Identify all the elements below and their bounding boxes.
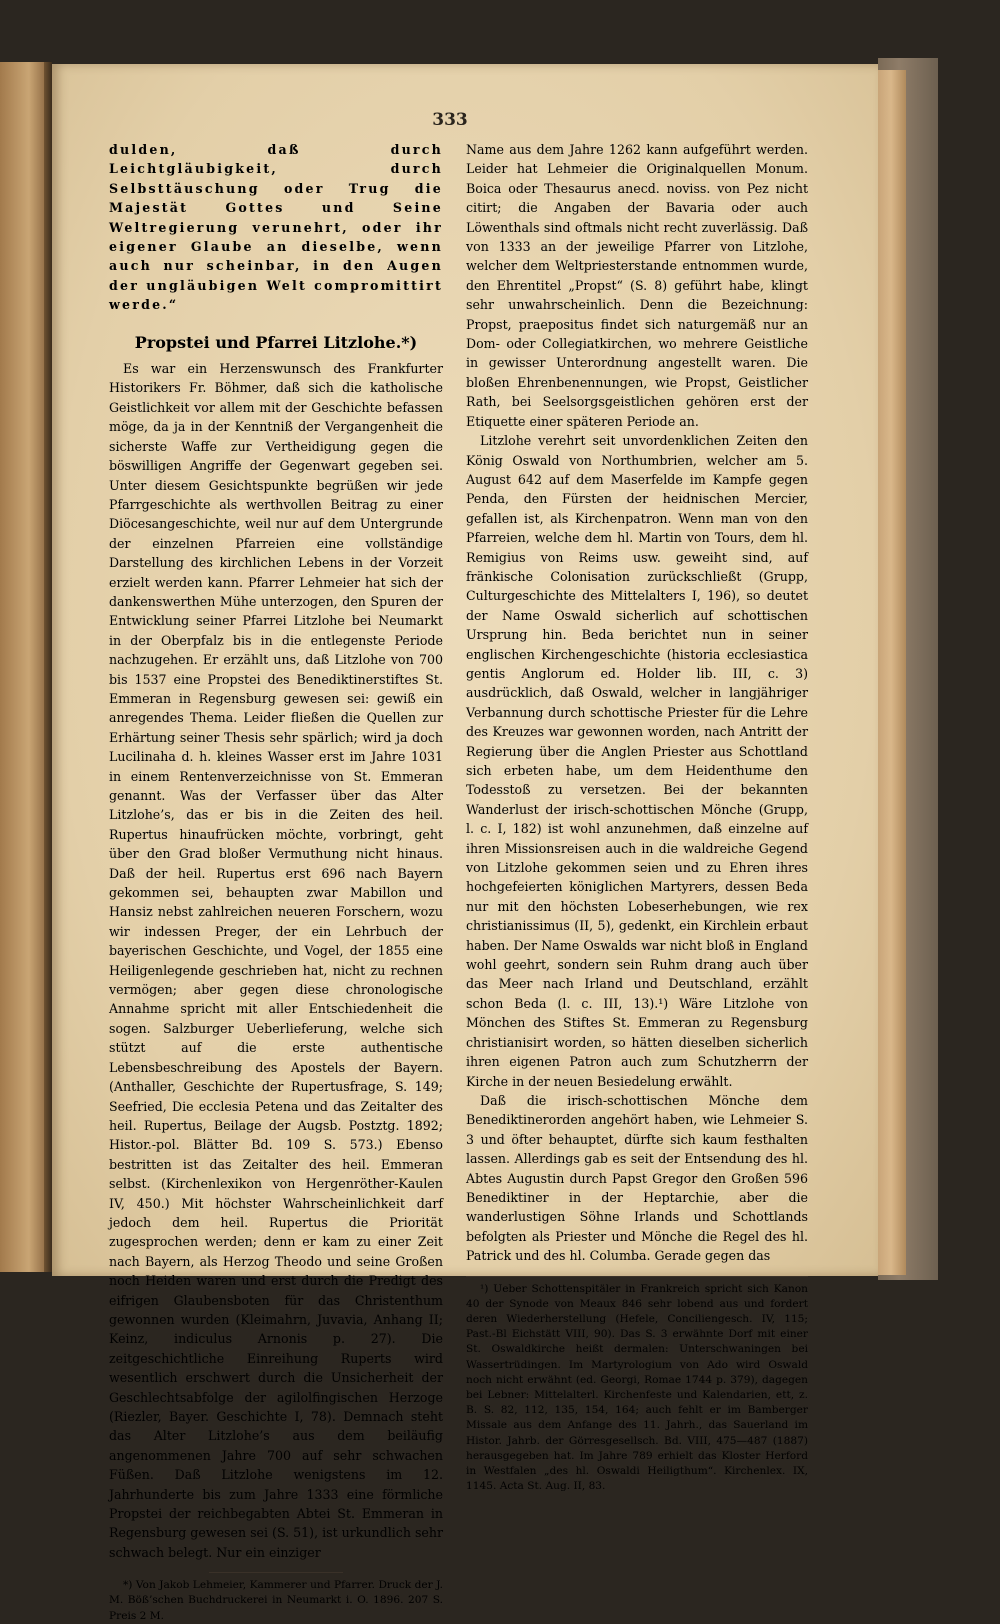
left-paragraph: Es war ein Herzenswunsch des Frankfurter Historikers Fr. Böhmer, daß sich die katholische Geistlichkeit vor allem mit der Geschichte befassen möge, da ja in der Kenntniß der Vergangenheit die sicherste Waffe zur Vertheidigung gegen die böswilligen Angriffe der Gegenwart gegeben sei. Unter diesem Gesichtspunkte begrüßen wir jede Pfarrgeschichte als werthvollen Beitrag zu einer Diöcesangeschichte, weil nur auf dem Untergrunde der einzelnen Pfarreien eine vollständige Darstellung des kirchlichen Lebens in der Vorzeit erzielt werden kann. Pfarrer Lehmeier hat sich der dankenswerthen Mühe unterzogen, den Spuren der Entwicklung seiner Pfarrei Litzlohe bei Neumarkt in der Oberpfalz bis in die entlegenste Periode nachzugehen. Er erzählt uns, daß Litzlohe von 700 bis 1537 eine Propstei des Benediktinerstiftes St. Emmeran in Regensburg gewesen sei: gewiß ein anregendes Thema. Leider fließen die Quellen zur Erhärtung seiner Thesis sehr spärlich; wird ja doch Lucilinaha d. h. kleines Wasser erst im Jahre 1031 in einem Rentenverzeichnisse von St. Emmeran genannt. Was der Verfasser über das Alter Litzlohe’s, das er bis in die Zeiten des heil. Rupertus hinaufrücken möchte, vorbringt, geht über den Grad bloßer Vermuthung nicht hinaus. Daß der heil. Rupertus erst 696 nach Bayern gekommen sei, behaupten zwar Mabillon und Hansiz nebst zahlreichen neueren Forschern, wozu wir indessen Preger, der ein Lehrbuch der bayerischen Geschichte, und Vogel, der 1855 eine Heiligenlegende geschrieben hat, nicht zu rechnen vermögen; aber gegen diese chronologische Annahme spricht mit aller Entschiedenheit die sogen. Salzburger Ueberlieferung, welche sich stützt auf die erste authentische Lebensbeschreibung des Apostels der Bayern. (Anthaller, Geschichte der Rupertusfrage, S. 149; Seefried, Die ecclesia Petena und das Zeitalter des heil. Rupertus, Beilage der Augsb. Postztg. 1892; Histor.-pol. Blätter Bd. 109 S. 573.) Ebenso bestritten ist das Zeitalter des heil. Emmeran selbst. (Kirchenlexikon von Hergenröther-Kaulen IV, 450.) Mit höchster Wahrscheinlichkeit darf jedoch dem heil. Rupertus die Priorität zugesprochen werden; denn er kam zu einer Zeit nach Bayern, als Herzog Theodo und seine Großen noch Heiden waren und erst durch die Predigt des eifrigen Glaubensboten für das Christenthum gewonnen wurden (Kleimahrn, Juvavia, Anhang II; Keinz, indiculus Arnonis p. 27). Die zeitgeschichtliche Einreihung Ruperts wird wesentlich erschwert durch die Unsicherheit der Geschlechtsabfolge der agilolfingischen Herzoge (Riezler, Bayer. Geschichte I, 78). Demnach steht das Alter Litzlohe’s aus dem beiläufig angenommenen Jahre 700 auf sehr schwachen Füßen. Daß Litzlohe wenigstens im 12. Jahrhunderte bis zum Jahre 1333 eine förmliche Propstei der reichbegabten Abtei St. Emmeran in Regensburg gewesen sei (S. 51), ist urkundlich sehr schwach belegt. Nur ein einziger (109, 361, 443, 1560)
page-stack-edge (876, 70, 906, 1275)
left-column (109, 140, 443, 1624)
right-paragraph-2: Litzlohe verehrt seit unvordenklichen Zeiten den König Oswald von Northumbrien, welcher am 5. August 642 auf dem Maserfelde im Kampfe gegen Penda, den Fürsten der heidnischen Mercier, gefallen ist, als Kirchenpatron. Wenn man von den Pfarreien, welche dem hl. Martin von Tours, dem hl. Remigius von Reims usw. geweiht sind, auf fränkische Colonisation zurückschließt (Grupp, Culturgeschichte des Mittelalters I, 196), so deutet der Name Oswald sicherlich auf schottischen Ursprung hin. Beda berichtet nun in seiner englischen Kirchengeschichte (historia ecclesiastica gentis Anglorum ed. Holder lib. III, c. 3) ausdrücklich, daß Oswald, welcher in langjähriger Verbannung durch schottische Priester für die Lehre des Kreuzes war gewonnen worden, nach Antritt der Regierung über die Anglen Priester aus Schottland sich erbeten habe, um dem Heidenthume den Todesstoß zu versetzen. Bei der bekannten Wanderlust der irisch-schottischen Mönche (Grupp, l. c. I, 182) ist wohl anzunehmen, daß einzelne auf ihren Missionsreisen auch in die waldreiche Gegend von Litzlohe gekommen seien und zu Ehren ihres hochgefeierten königlichen Martyrers, dessen Beda nur mit den höchsten Lobeserhebungen, wie rex christianissimus (II, 5), gedenkt, ein Kirchlein erbaut haben. Der Name Oswalds war nicht bloß in England wohl geehrt, sondern sein Ruhm drang auch über das Meer nach Irland und Deutschland, erzählt schon Beda (l. c. III, 13).¹) Wäre Litzlohe von Mönchen des Stiftes St. Emmeran zu Regensburg christianisirt worden, so hätten dieselben sicherlich ihren eigenen Patron auch zum Schutzherrn der Kirche in der neuen Besiedelung erwählt. (466, 433, 808, 1089)
footnote-rule (209, 1572, 343, 1573)
right-footnote: ¹) Ueber Schottenspitäler in Frankreich spricht sich Kanon 40 der Synode von Meaux 846 sehr lobend aus und fordert deren Wiederherstellung (Hefele, Conciliengesch. IV, 115; Past.-Bl Eichstätt VIII, 90). Das S. 3 erwähnte Dorf mit einer St. Oswaldkirche heißt dermalen: Unterschwaningen bei Wassertrüdingen. Im Martyrologium von Ado wird Oswald noch nicht erwähnt (ed. Georgi, Romae 1744 p. 379), dagegen bei Lebner: Mittelalterl. Kirchenfeste und Kalendarien, ett, z. B. S. 82, 112, 135, 154, 164; auch fehlt er im Bamberger Missale aus dem Anfange des 11. Jahrh., das Sauerland im Histor. Jahrb. der Görresgesellsch. Bd. VIII, 475—487 (1887) herausgegeben hat. Im Jahre 789 erhielt das Kloster Herford in Westfalen „des hl. Oswaldi Heiligthum“. Kirchenlex. IX, 1145. Acta St. Aug. II, 83. (466, 1282, 808, 1493)
right-paragraph-3: Daß die irisch-schottischen Mönche dem Benediktinerorden angehört haben, wie Lehmeier S. 3 und öfter behauptet, dürfte sich kaum festhalten lassen. Allerdings gab es seit der Entsendung des hl. Abtes Augustin durch Papst Gregor den Großen 596 Benediktiner in der Heptarchie, aber die wanderlustigen Söhne Irlands und Schottlands befolgten als Priester und Mönche die Regel des hl. Patrick und des hl. Columba. Gerade gegen das (466, 1092, 808, 1264)
intro-text: dulden, daß durch Leichtgläubigkeit, durch Selbsttäuschung oder Trug die Majestät Gottes und Seine Weltregierung verunehrt, oder ihr eigener Glaube an dieselbe, wenn auch nur scheinbar, in den Augen der ungläubigen Welt compromittirt werde.“ (109, 142, 443, 313)
page-number: 333 (432, 110, 468, 130)
section-heading: Propstei und Pfarrei Litzlohe.*) (134, 332, 418, 352)
footnote-rule (466, 1276, 808, 1277)
book-gutter (44, 62, 52, 1272)
right-paragraph-1: Name aus dem Jahre 1262 kann aufgeführt werden. Leider hat Lehmeier die Originalquellen Monum. Boica oder Thesaurus anecd. noviss. von Pez nicht citirt; die Angaben der Bavaria oder auch Löwenthals sind oftmals nicht recht zuverlässig. Daß von 1333 an der jeweilige Pfarrer von Litzlohe, welcher dem Weltpriesterstande entnommen wurde, den Ehrentitel „Propst“ (S. 8) geführt habe, klingt sehr unwahrscheinlich. Denn die Bezeichnung: Propst, praepositus findet sich naturgemäß nur an Dom- oder Collegiatkirchen, wo mehrere Geistliche in gewisser Unterordnung angestellt waren. Die bloßen Ehrenbenennungen, wie Propst, Geistlicher Rath, bei Seelsorgsgeistlichen gehören erst der Etiquette einer späteren Periode an. (466, 142, 808, 429)
facing-page-edge (0, 62, 48, 1272)
left-footnote: *) Von Jakob Lehmeier, Kammerer und Pfarrer. Druck der J. M. Böß’schen Buchdruckerei in Neumarkt i. O. 1896. 207 S. Preis 2 M. (109, 1579, 443, 1622)
right-column (466, 140, 808, 1494)
